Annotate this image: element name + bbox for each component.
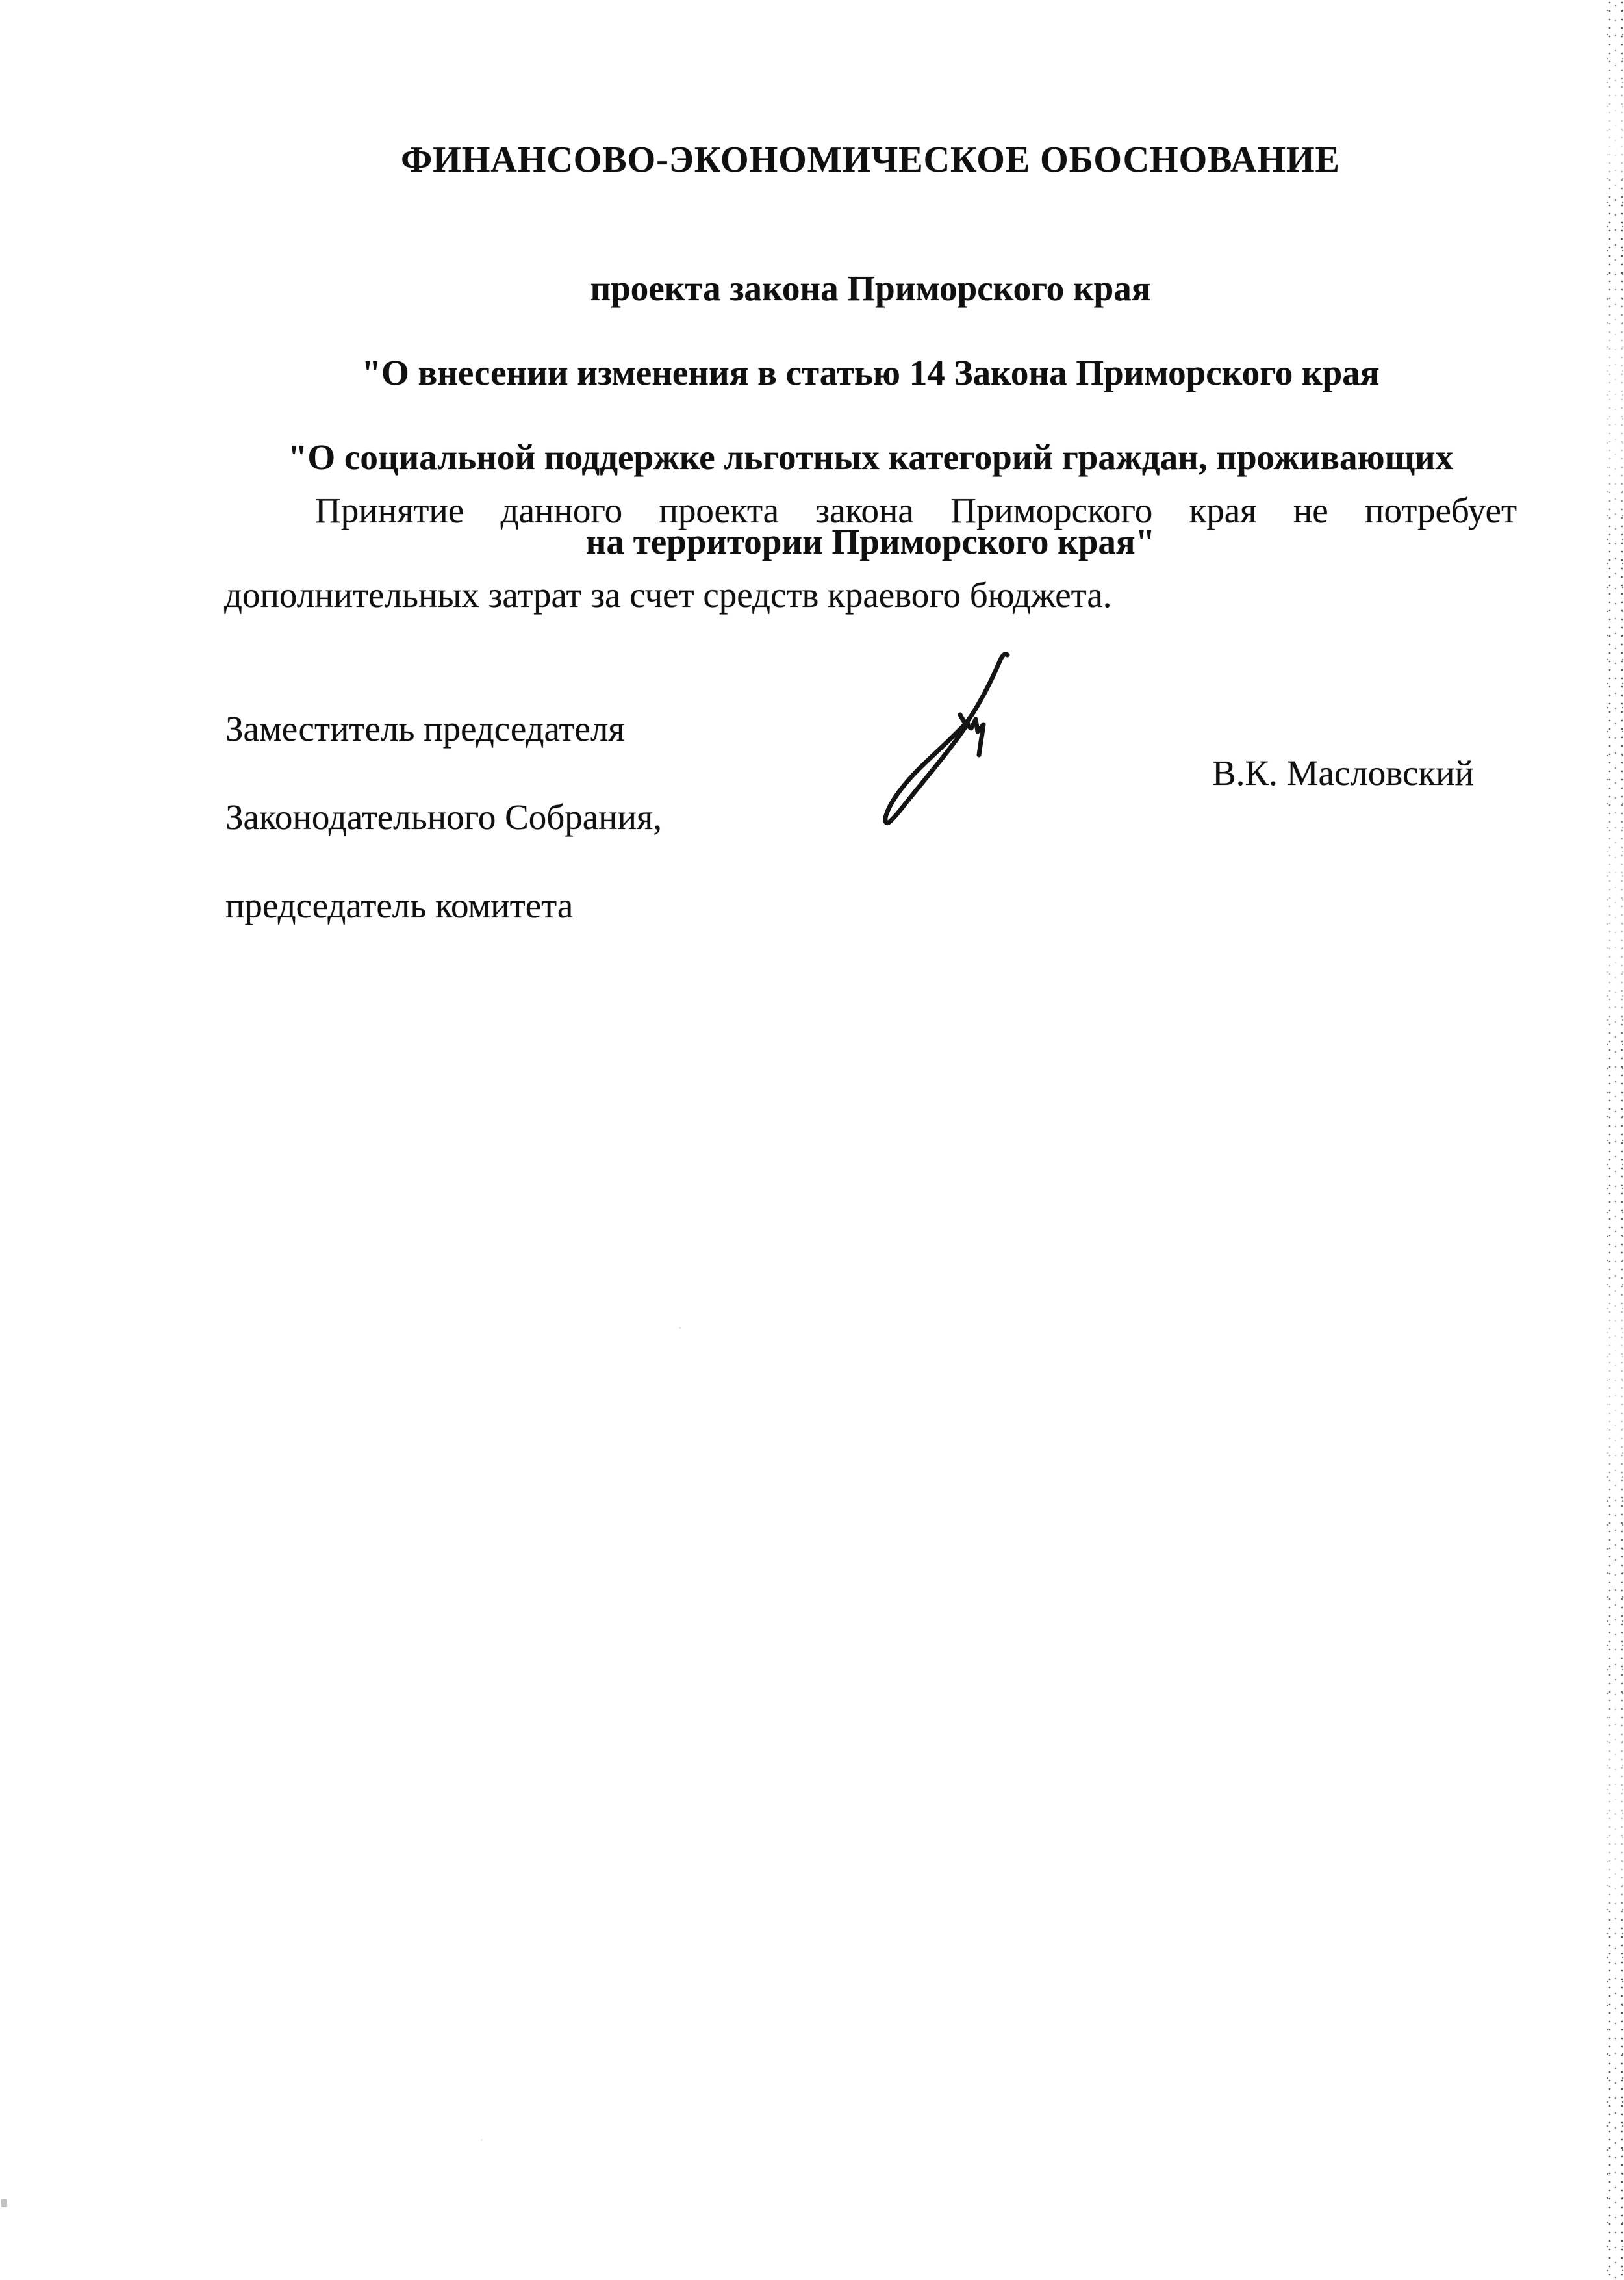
subtitle-line-2: "О внесении изменения в статью 14 Закона Приморского края <box>361 353 1380 392</box>
signatory-name: В.К. Масловский <box>1212 753 1474 793</box>
scan-speck <box>481 2139 483 2141</box>
body-line-2: дополнительных затрат за счет средств краевого бюджета. <box>224 575 1112 615</box>
handwritten-signature-icon <box>877 647 1015 830</box>
position-line-1: Заместитель председателя <box>225 709 625 749</box>
signatory-position <box>225 663 875 972</box>
document-title: ФИНАНСОВО-ЭКОНОМИЧЕСКОЕ ОБОСНОВАНИЕ <box>401 140 1340 180</box>
position-line-3: председатель комитета <box>225 886 574 925</box>
body-line-1: Принятие данного проекта закона Приморского края не потребует <box>315 491 1517 530</box>
position-line-2: Законодательного Собрания, <box>225 797 663 837</box>
scan-speck <box>1217 149 1219 154</box>
subtitle-line-4: на территории Приморского края" <box>585 522 1156 561</box>
subtitle-line-3: "О социальной поддержке льготных категорий граждан, проживающих <box>287 437 1454 477</box>
subtitle-line-1: проекта закона Приморского края <box>590 268 1151 308</box>
body-paragraph <box>224 447 1517 658</box>
scan-noise-strip <box>1606 0 1624 2280</box>
scan-speck <box>679 1327 681 1329</box>
scan-speck <box>1 2199 7 2207</box>
